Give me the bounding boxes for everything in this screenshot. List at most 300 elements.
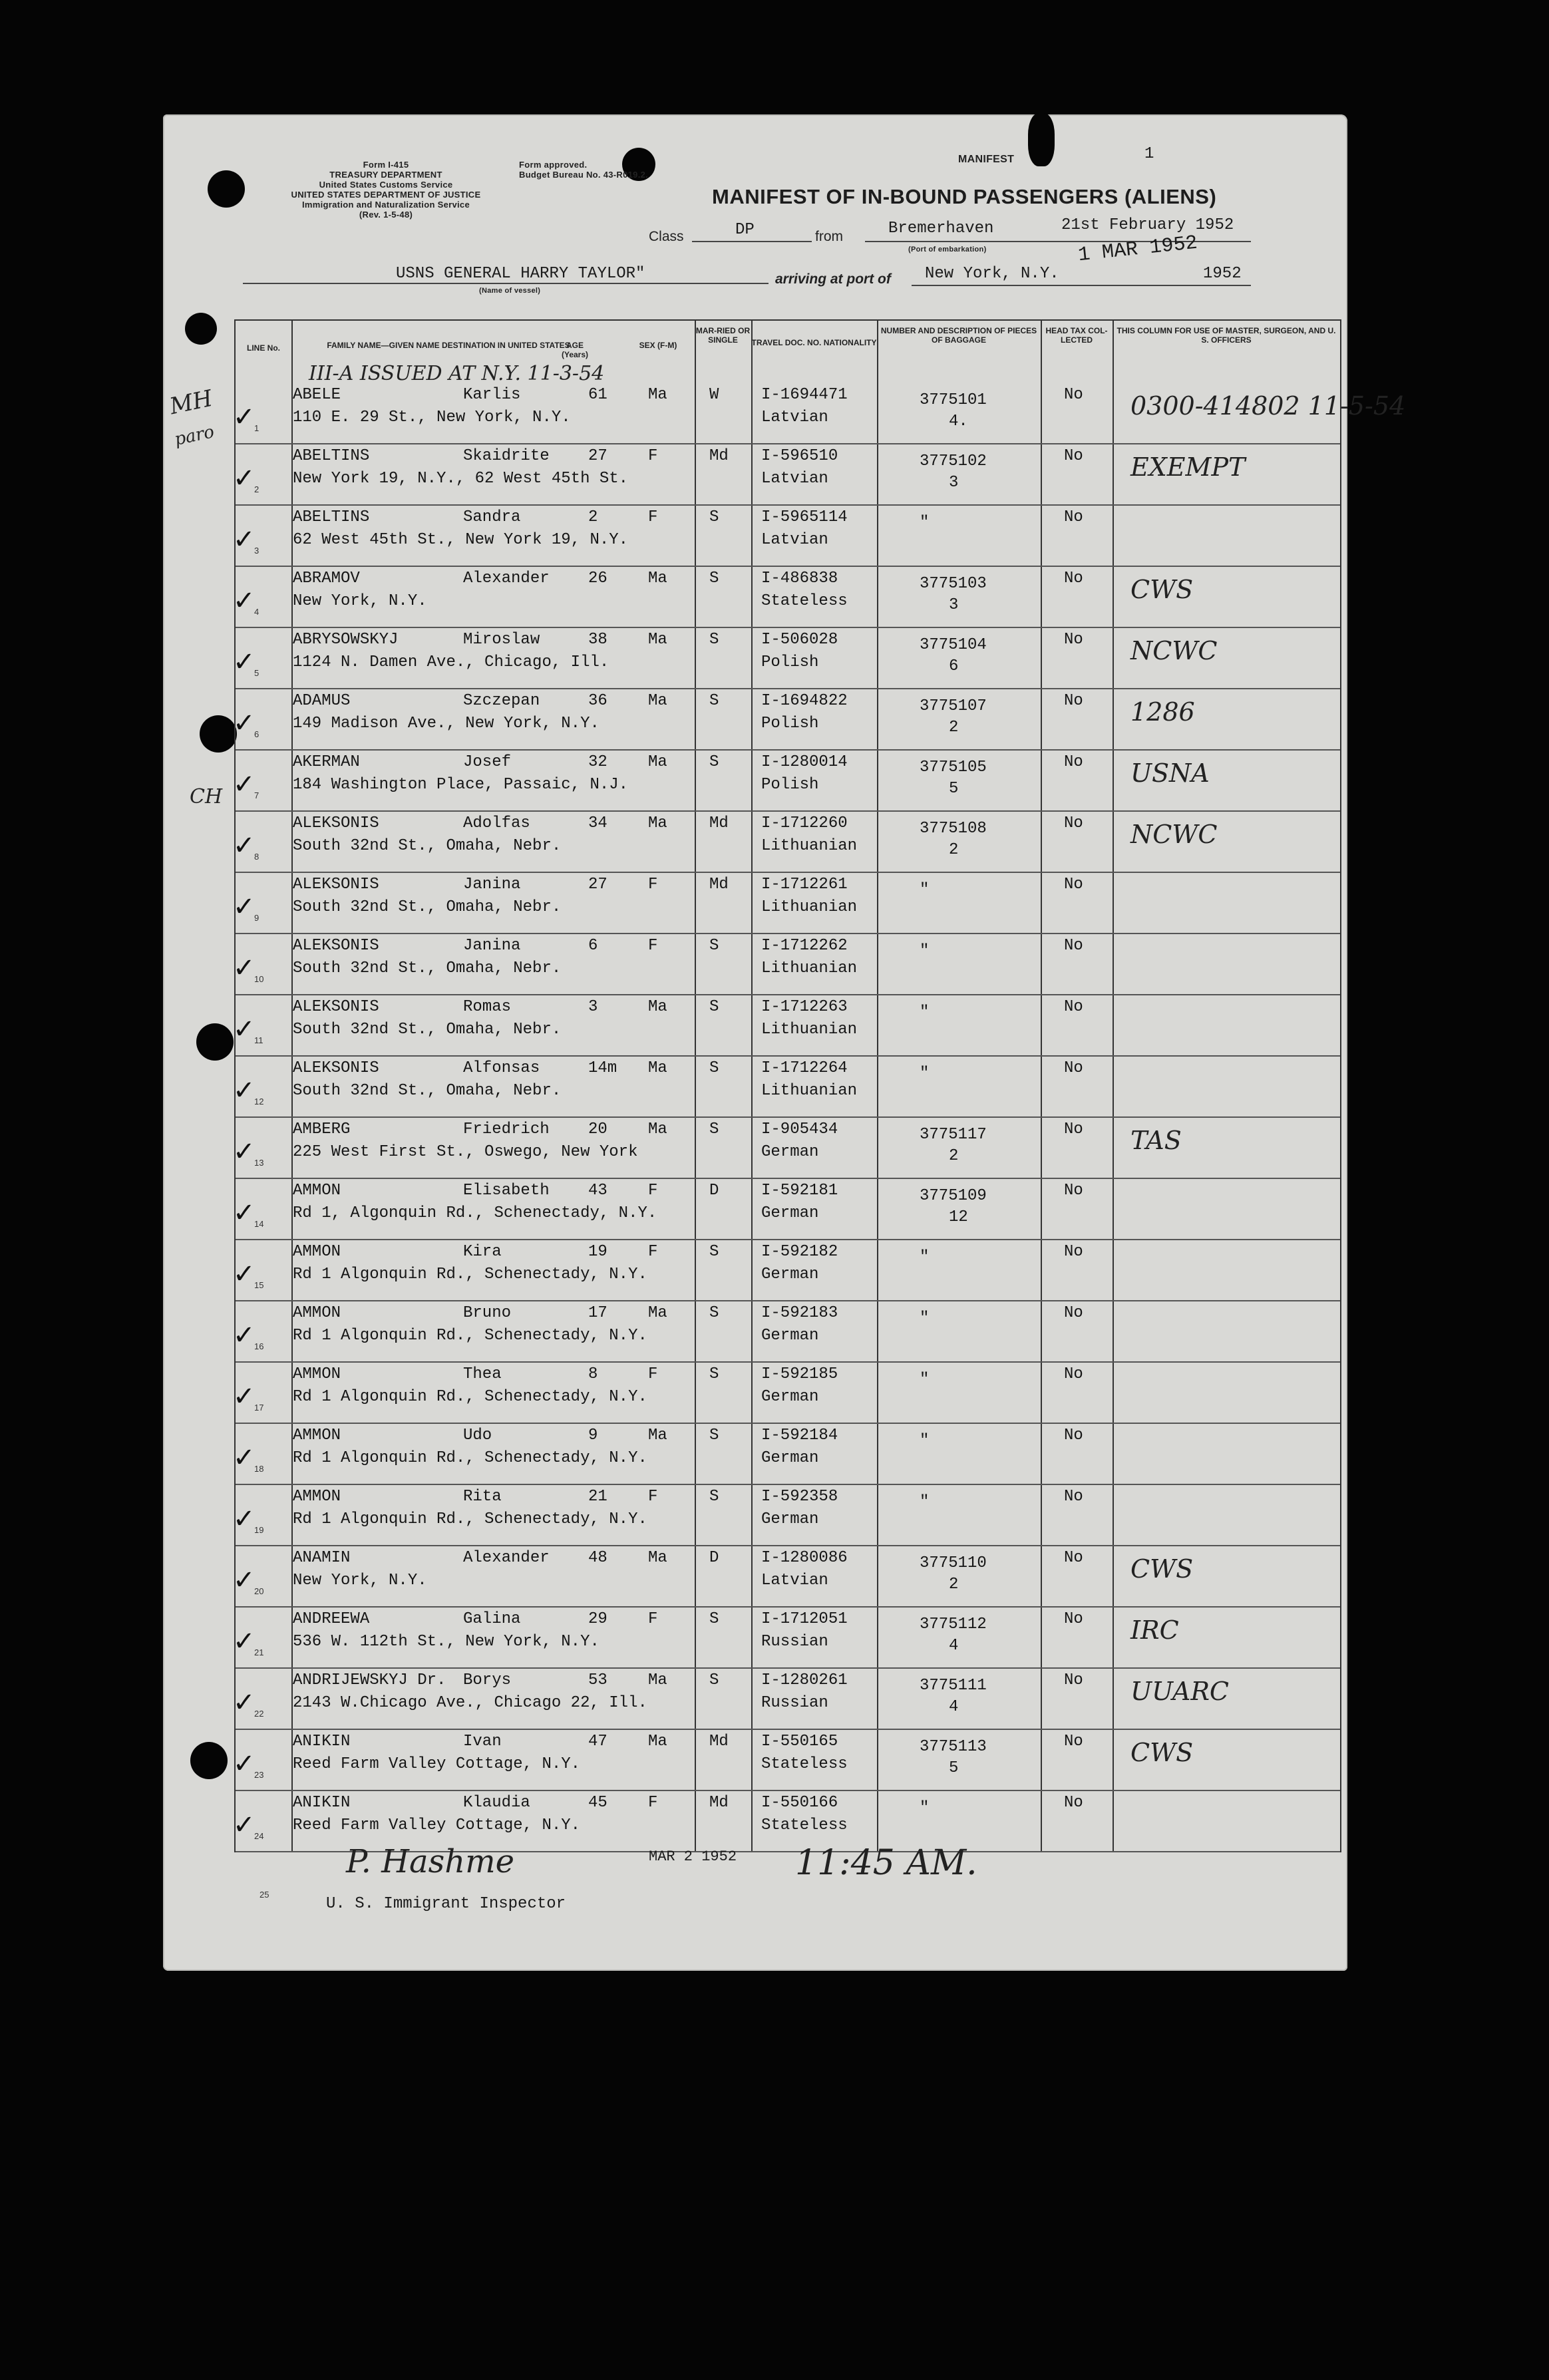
destination: 1124 N. Damen Ave., Chicago, Ill. (293, 653, 609, 671)
check-mark-icon: ✓ (233, 892, 256, 922)
col-header-doc: TRAVEL DOC. NO. NATIONALITY (751, 338, 877, 347)
baggage-number: 3775111 (920, 1677, 987, 1695)
marital-status: Md (709, 814, 729, 832)
age-value: 27 (588, 447, 607, 465)
nationality: Stateless (761, 592, 848, 610)
nationality: Lithuanian (761, 1082, 858, 1100)
baggage-number: " (920, 1371, 930, 1389)
baggage-number: 3775112 (920, 1615, 987, 1633)
nationality: Polish (761, 653, 819, 671)
col-header-married: MAR-RIED OR SINGLE (695, 326, 751, 345)
age-value: 19 (588, 1243, 607, 1261)
destination: South 32nd St., Omaha, Nebr. (293, 1082, 562, 1100)
destination: New York 19, N.Y., 62 West 45th St. (293, 470, 629, 488)
table-row (233, 1239, 1340, 1301)
line-number: 17 (254, 1403, 264, 1413)
line-number: 11 (254, 1035, 263, 1045)
sex-value: Ma (648, 814, 667, 832)
age-value: 45 (588, 1794, 607, 1812)
table-row (233, 1055, 1340, 1118)
col-header-age: AGE (Years) (561, 341, 589, 359)
marital-status: D (709, 1182, 719, 1200)
table-row (233, 1116, 1340, 1179)
head-tax: No (1064, 692, 1083, 710)
check-mark-icon: ✓ (233, 1504, 256, 1534)
given-name: Janina (463, 876, 521, 894)
line-number: 21 (254, 1647, 264, 1657)
marital-status: S (709, 753, 719, 771)
line-number: 10 (254, 974, 264, 984)
officer-note: IRC (1130, 1615, 1179, 1645)
baggage-pieces: 2 (949, 841, 959, 859)
table-row (233, 1423, 1340, 1485)
travel-doc-no: I-592182 (761, 1243, 838, 1261)
age-value: 20 (588, 1120, 607, 1138)
destination: Rd 1 Algonquin Rd., Schenectady, N.Y. (293, 1510, 647, 1528)
head-tax: No (1064, 937, 1083, 955)
baggage-number: 3775110 (920, 1554, 987, 1572)
sex-value: Ma (648, 1733, 667, 1751)
marital-status: S (709, 1059, 719, 1077)
destination: Rd 1 Algonquin Rd., Schenectady, N.Y. (293, 1266, 647, 1283)
family-name: ANDRIJEWSKYJ Dr. (293, 1671, 446, 1689)
arrival-stamp-date: 1 MAR 1952 (1077, 232, 1199, 267)
baggage-pieces: 12 (949, 1208, 968, 1226)
marital-status: W (709, 386, 719, 404)
from-label: from (815, 229, 843, 244)
age-value: 34 (588, 814, 607, 832)
table-row (233, 382, 1406, 444)
baggage-number: " (920, 1003, 930, 1021)
given-name: Ivan (463, 1733, 502, 1751)
check-mark-icon: ✓ (233, 1810, 256, 1840)
nationality: Russian (761, 1633, 828, 1651)
family-name: AMMON (293, 1488, 341, 1506)
nationality: Stateless (761, 1816, 848, 1834)
destination: Rd 1 Algonquin Rd., Schenectady, N.Y. (293, 1388, 647, 1406)
head-tax: No (1064, 1794, 1083, 1812)
line-number: 19 (254, 1525, 264, 1535)
given-name: Klaudia (463, 1794, 530, 1812)
table-row (233, 933, 1340, 995)
given-name: Janina (463, 937, 521, 955)
travel-doc-no: I-1712262 (761, 937, 848, 955)
col-header-name: FAMILY NAME—GIVEN NAME DESTINATION IN UNITED STATES (327, 341, 570, 350)
travel-doc-no: I-1694471 (761, 386, 848, 404)
baggage-number: 3775105 (920, 759, 987, 776)
sex-value: Ma (648, 1059, 667, 1077)
family-name: ABRAMOV (293, 570, 360, 588)
marital-status: D (709, 1549, 719, 1567)
check-mark-icon: ✓ (233, 1626, 256, 1657)
age-value: 36 (588, 692, 607, 710)
given-name: Adolfas (463, 814, 530, 832)
line-number: 5 (254, 668, 259, 678)
port-embarkation-caption: (Port of embarkation) (908, 246, 987, 254)
check-mark-icon: ✓ (233, 1198, 256, 1228)
sex-value: Ma (648, 1427, 667, 1445)
baggage-pieces: 5 (949, 1759, 959, 1777)
col-header-officers: THIS COLUMN FOR USE OF MASTER, SURGEON, AND U. S. OFFICERS (1117, 326, 1336, 345)
nationality: German (761, 1510, 819, 1528)
line-number: 7 (254, 790, 259, 800)
nationality: Stateless (761, 1755, 848, 1773)
head-tax: No (1064, 998, 1083, 1016)
inspection-time: 11:45 AM. (795, 1843, 977, 1883)
age-value: 38 (588, 631, 607, 649)
baggage-number: " (920, 1065, 930, 1083)
head-tax: No (1064, 1059, 1083, 1077)
baggage-number: " (920, 1309, 930, 1327)
travel-doc-no: I-592183 (761, 1304, 838, 1322)
baggage-number: 3775103 (920, 575, 987, 593)
marital-status: S (709, 1488, 719, 1506)
col-header-headtax: HEAD TAX COL-LECTED (1045, 326, 1108, 345)
nationality: German (761, 1266, 819, 1283)
nationality: Lithuanian (761, 1021, 858, 1039)
sex-value: Ma (648, 386, 667, 404)
punch-hole (196, 1023, 234, 1061)
family-name: ANIKIN (293, 1733, 351, 1751)
table-row (233, 749, 1340, 812)
family-name: ANIKIN (293, 1794, 351, 1812)
table-row (233, 627, 1340, 689)
destination: 62 West 45th St., New York 19, N.Y. (293, 531, 629, 549)
destination: 149 Madison Ave., New York, N.Y. (293, 715, 600, 733)
sex-value: F (648, 1488, 658, 1506)
head-tax: No (1064, 1365, 1083, 1383)
table-row (233, 810, 1340, 873)
given-name: Josef (463, 753, 512, 771)
given-name: Miroslaw (463, 631, 540, 649)
destination: New York, N.Y. (293, 592, 427, 610)
sex-value: F (648, 1794, 658, 1812)
head-tax: No (1064, 570, 1083, 588)
nationality: Lithuanian (761, 959, 858, 977)
destination: South 32nd St., Omaha, Nebr. (293, 959, 562, 977)
check-mark-icon: ✓ (233, 1075, 256, 1106)
check-mark-icon: ✓ (233, 830, 256, 861)
check-mark-icon: ✓ (233, 524, 256, 555)
marital-status: S (709, 1427, 719, 1445)
marital-status: S (709, 1671, 719, 1689)
nationality: German (761, 1204, 819, 1222)
age-value: 6 (588, 937, 598, 955)
family-name: ALEKSONIS (293, 876, 379, 894)
sex-value: F (648, 1243, 658, 1261)
age-value: 14m (588, 1059, 617, 1077)
sex-value: Ma (648, 631, 667, 649)
class-label: Class (649, 229, 684, 244)
travel-doc-no: I-905434 (761, 1120, 838, 1138)
form-approval: Form approved. Budget Bureau No. 43-R019.2. (519, 160, 649, 180)
marital-status: Md (709, 1794, 729, 1812)
line-number: 8 (254, 852, 259, 862)
arrival-year: 1952 (1203, 265, 1242, 283)
line-number: 9 (254, 913, 259, 923)
table-row (233, 994, 1340, 1057)
officer-note: CWS (1130, 575, 1194, 604)
travel-doc-no: I-550166 (761, 1794, 838, 1812)
table-row (233, 1361, 1340, 1424)
given-name: Galina (463, 1610, 521, 1628)
class-value: DP (735, 221, 755, 239)
punch-hole (185, 313, 217, 345)
given-name: Borys (463, 1671, 512, 1689)
baggage-pieces: 2 (949, 1576, 959, 1594)
check-mark-icon: ✓ (233, 1381, 256, 1412)
travel-doc-no: I-1280014 (761, 753, 848, 771)
family-name: ANAMIN (293, 1549, 351, 1567)
travel-doc-no: I-592358 (761, 1488, 838, 1506)
marital-status: S (709, 570, 719, 588)
destination: South 32nd St., Omaha, Nebr. (293, 898, 562, 916)
nationality: Latvian (761, 409, 828, 426)
travel-doc-no: I-1712263 (761, 998, 848, 1016)
marital-status: S (709, 998, 719, 1016)
nationality: Polish (761, 715, 819, 733)
marital-status: Md (709, 447, 729, 465)
baggage-number: 3775107 (920, 697, 987, 715)
col-header-line: LINE No. (247, 343, 280, 353)
officer-note: NCWC (1130, 636, 1218, 665)
line-number: 12 (254, 1097, 264, 1106)
given-name: Alfonsas (463, 1059, 540, 1077)
check-mark-icon: ✓ (233, 1443, 256, 1473)
age-value: 61 (588, 386, 607, 404)
officer-note: 1286 (1130, 697, 1195, 727)
head-tax: No (1064, 814, 1083, 832)
family-name: AMMON (293, 1182, 341, 1200)
head-tax: No (1064, 1671, 1083, 1689)
sex-value: F (648, 937, 658, 955)
destination: South 32nd St., Omaha, Nebr. (293, 1021, 562, 1039)
destination: Rd 1 Algonquin Rd., Schenectady, N.Y. (293, 1449, 647, 1467)
col-header-sex: SEX (F-M) (639, 341, 677, 350)
given-name: Sandra (463, 508, 521, 526)
baggage-number: 3775102 (920, 452, 987, 470)
destination: 2143 W.Chicago Ave., Chicago 22, Ill. (293, 1694, 647, 1712)
departure-date: 21st February 1952 (1061, 216, 1234, 234)
margin-note-paro: paro (172, 422, 216, 450)
destination: 225 West First St., Oswego, New York (293, 1143, 638, 1161)
travel-doc-no: I-592185 (761, 1365, 838, 1383)
family-name: ABELTINS (293, 447, 370, 465)
table-row (233, 1606, 1340, 1669)
destination: Rd 1, Algonquin Rd., Schenectady, N.Y. (293, 1204, 657, 1222)
sex-value: Ma (648, 998, 667, 1016)
line-number: 24 (254, 1831, 264, 1841)
manifest-title: MANIFEST OF IN-BOUND PASSENGERS (ALIENS) (712, 185, 1217, 208)
baggage-pieces: 4. (949, 413, 968, 430)
sex-value: F (648, 1610, 658, 1628)
marital-status: S (709, 1365, 719, 1383)
given-name: Thea (463, 1365, 502, 1383)
family-name: ABELTINS (293, 508, 370, 526)
age-value: 21 (588, 1488, 607, 1506)
marital-status: S (709, 937, 719, 955)
baggage-number: " (920, 942, 930, 960)
age-value: 2 (588, 508, 598, 526)
family-name: ADAMUS (293, 692, 351, 710)
nationality: German (761, 1449, 819, 1467)
sex-value: F (648, 876, 658, 894)
check-mark-icon: ✓ (233, 1320, 256, 1351)
header-annotation: III-A ISSUED AT N.Y. 11-3-54 (309, 362, 605, 385)
baggage-pieces: 4 (949, 1698, 959, 1716)
family-name: ALEKSONIS (293, 1059, 379, 1077)
given-name: Udo (463, 1427, 492, 1445)
travel-doc-no: I-550165 (761, 1733, 838, 1751)
age-value: 3 (588, 998, 598, 1016)
margin-note-mh: MH (167, 385, 215, 421)
head-tax: No (1064, 447, 1083, 465)
head-tax: No (1064, 508, 1083, 526)
sex-value: F (648, 1365, 658, 1383)
table-row (233, 688, 1340, 751)
family-name: AMMON (293, 1365, 341, 1383)
age-value: 29 (588, 1610, 607, 1628)
table-row (233, 504, 1340, 567)
officer-note: CWS (1130, 1738, 1194, 1767)
destination: 110 E. 29 St., New York, N.Y. (293, 409, 571, 426)
travel-doc-no: I-1280261 (761, 1671, 848, 1689)
age-value: 53 (588, 1671, 607, 1689)
nationality: German (761, 1143, 819, 1161)
head-tax: No (1064, 876, 1083, 894)
check-mark-icon: ✓ (233, 1565, 256, 1596)
sex-value: Ma (648, 570, 667, 588)
family-name: ABRYSOWSKYJ (293, 631, 399, 649)
manifest-label: MANIFEST (958, 154, 1015, 165)
travel-doc-no: I-592181 (761, 1182, 838, 1200)
check-mark-icon: ✓ (233, 402, 256, 432)
sex-value: Ma (648, 1549, 667, 1567)
marital-status: S (709, 1304, 719, 1322)
travel-doc-no: I-5965114 (761, 508, 848, 526)
officer-note: CWS (1130, 1554, 1194, 1584)
marital-status: S (709, 692, 719, 710)
baggage-pieces: 3 (949, 474, 959, 492)
port-line (912, 285, 1251, 286)
line-number: 3 (254, 546, 259, 556)
punch-hole (1028, 113, 1055, 166)
given-name: Kira (463, 1243, 502, 1261)
given-name: Friedrich (463, 1120, 550, 1138)
family-name: ANDREEWA (293, 1610, 370, 1628)
check-mark-icon: ✓ (233, 647, 256, 677)
travel-doc-no: I-592184 (761, 1427, 838, 1445)
marital-status: S (709, 1120, 719, 1138)
given-name: Szczepan (463, 692, 540, 710)
passenger-table (233, 319, 1406, 1852)
line-number: 23 (254, 1770, 264, 1780)
marital-status: S (709, 631, 719, 649)
age-value: 43 (588, 1182, 607, 1200)
from-value: Bremerhaven (888, 220, 994, 238)
destination: Reed Farm Valley Cottage, N.Y. (293, 1755, 581, 1773)
sex-value: Ma (648, 692, 667, 710)
inspection-stamp: MAR 2 1952 (649, 1848, 737, 1865)
check-mark-icon: ✓ (233, 1014, 256, 1045)
baggage-number: " (920, 1248, 930, 1266)
sex-value: Ma (648, 1120, 667, 1138)
line-number: 15 (254, 1280, 264, 1290)
line-number: 16 (254, 1341, 264, 1351)
check-mark-icon: ✓ (233, 463, 256, 494)
baggage-number: " (920, 1493, 930, 1511)
given-name: Bruno (463, 1304, 512, 1322)
check-mark-icon: ✓ (233, 1259, 256, 1289)
table-row (233, 1178, 1340, 1240)
line-number: 6 (254, 729, 259, 739)
officer-note: 0300-414802 11-5-54 (1130, 391, 1406, 421)
baggage-number: 3775108 (920, 820, 987, 838)
age-value: 17 (588, 1304, 607, 1322)
family-name: ALEKSONIS (293, 998, 379, 1016)
baggage-pieces: 2 (949, 1147, 959, 1165)
marital-status: S (709, 1610, 719, 1628)
port-value: New York, N.Y. (925, 265, 1059, 283)
family-name: AMMON (293, 1304, 341, 1322)
marital-status: S (709, 508, 719, 526)
table-row (233, 1667, 1340, 1730)
baggage-pieces: 6 (949, 657, 959, 675)
nationality: Lithuanian (761, 837, 858, 855)
baggage-number: " (920, 1432, 930, 1450)
given-name: Alexander (463, 570, 550, 588)
head-tax: No (1064, 631, 1083, 649)
travel-doc-no: I-1712260 (761, 814, 848, 832)
punch-hole (190, 1742, 228, 1779)
baggage-number: 3775109 (920, 1187, 987, 1205)
destination: 184 Washington Place, Passaic, N.J. (293, 776, 629, 794)
age-value: 32 (588, 753, 607, 771)
sex-value: Ma (648, 1671, 667, 1689)
line-number: 20 (254, 1586, 264, 1596)
check-mark-icon: ✓ (233, 1136, 256, 1167)
nationality: Latvian (761, 470, 828, 488)
destination: South 32nd St., Omaha, Nebr. (293, 837, 562, 855)
line-number: 14 (254, 1219, 264, 1229)
nationality: Lithuanian (761, 898, 858, 916)
travel-doc-no: I-486838 (761, 570, 838, 588)
margin-note-ch: CH (190, 785, 223, 808)
vessel-caption: (Name of vessel) (479, 287, 541, 295)
family-name: ALEKSONIS (293, 814, 379, 832)
head-tax: No (1064, 1120, 1083, 1138)
check-mark-icon: ✓ (233, 708, 256, 739)
head-tax: No (1064, 1733, 1083, 1751)
baggage-number: " (920, 1799, 930, 1817)
baggage-number: 3775113 (920, 1738, 987, 1756)
line-number: 4 (254, 607, 259, 617)
nationality: Polish (761, 776, 819, 794)
col-header-baggage: NUMBER AND DESCRIPTION OF PIECES OF BAGGAGE (880, 326, 1037, 345)
nationality: German (761, 1388, 819, 1406)
family-name: ABELE (293, 386, 341, 404)
inspector-title: U. S. Immigrant Inspector (326, 1895, 566, 1913)
marital-status: S (709, 1243, 719, 1261)
destination: 536 W. 112th St., New York, N.Y. (293, 1633, 600, 1651)
given-name: Karlis (463, 386, 521, 404)
line-number: 13 (254, 1158, 264, 1168)
head-tax: No (1064, 1488, 1083, 1506)
baggage-number: 3775101 (920, 391, 987, 409)
age-value: 48 (588, 1549, 607, 1567)
line-number: 1 (254, 423, 259, 433)
family-name: AMMON (293, 1243, 341, 1261)
